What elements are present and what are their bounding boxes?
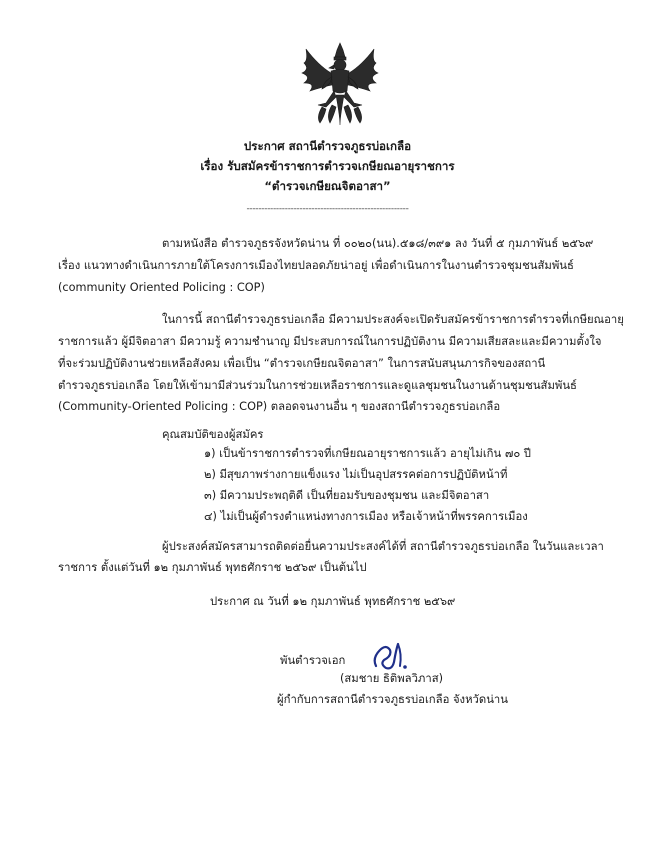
text-line: ที่จะร่วมปฏิบัติงานช่วยเหลือสังคม เพื่อเป็น “ตำรวจเกษียณจิตอาสา” ในการสนับสนุนภารกิจของสถานี <box>58 357 546 370</box>
qualification-item: ๔) ไม่เป็นผู้ดำรงตำแหน่งทางการเมือง หรือเจ้าหน้าที่พรรคการเมือง <box>204 510 528 523</box>
text-line: (community Oriented Policing : COP) <box>58 281 265 294</box>
qualification-item: ๑) เป็นข้าราชการตำรวจที่เกษียณอายุราชการแล้ว อายุไม่เกิน ๗๐ ปี <box>204 447 531 460</box>
signer-position: ผู้กำกับการสถานีตำรวจภูธรบ่อเกลือ จังหวัดน่าน <box>277 693 508 706</box>
qualification-item: ๓) มีความประพฤติดี เป็นที่ยอมรับของชุมชน และมีจิตอาสา <box>204 489 490 502</box>
garuda-emblem-icon <box>296 41 384 127</box>
subject-line: เรื่อง รับสมัครข้าราชการตำรวจเกษียณอายุราชการ <box>200 159 455 173</box>
signer-rank: พันตำรวจเอก <box>280 654 346 667</box>
announcement-date: ประกาศ ณ วันที่ ๑๒ กุมภาพันธ์ พุทธศักราช ๒๕๖๙ <box>210 595 456 608</box>
text-line: ราชการ ตั้งแต่วันที่ ๑๒ กุมภาพันธ์ พุทธศักราช ๒๕๖๙ เป็นต้นไป <box>58 561 367 574</box>
handwritten-signature <box>368 640 412 674</box>
signer-name: (สมชาย ธิติพลวิภาส) <box>340 672 444 685</box>
text-line: เรื่อง แนวทางดำเนินการภายใต้โครงการเมืองไทยปลอดภัยน่าอยู่ เพื่อดำเนินการในงานตำรวจชุมชนสัมพันธ์ <box>58 259 574 272</box>
text-line: ตามหนังสือ ตำรวจภูธรจังหวัดน่าน ที่ ๐๐๒๐(นน).๕๑๘/๓๙๑ ลง วันที่ ๕ กุมภาพันธ์ ๒๕๖๙ <box>162 237 594 250</box>
program-name: “ตำรวจเกษียณจิตอาสา” <box>264 179 391 193</box>
qualification-item: ๒) มีสุขภาพร่างกายแข็งแรง ไม่เป็นอุปสรรคต่อการปฏิบัติหน้าที่ <box>204 468 508 481</box>
text-line: (Community-Oriented Policing : COP) ตลอดจนงานอื่น ๆ ของสถานีตำรวจภูธรบ่อเกลือ <box>58 400 501 413</box>
text-line: ราชการแล้ว ผู้มีจิตอาสา มีความรู้ ความชำนาญ มีประสบการณ์ในการปฏิบัติงาน มีความเสียสละและมีความตั้งใจ <box>58 335 602 348</box>
text-line: ในการนี้ สถานีตำรวจภูธรบ่อเกลือ มีความประสงค์จะเปิดรับสมัครข้าราชการตำรวจที่เกษียณอายุ <box>162 313 624 326</box>
text-line: ผู้ประสงค์สมัครสามารถติดต่อยื่นความประสงค์ได้ที่ สถานีตำรวจภูธรบ่อเกลือ ในวันและเวลา <box>162 540 604 553</box>
divider: ------------------------------------------------------- <box>246 204 409 214</box>
announcement-title: ประกาศ สถานีตำรวจภูธรบ่อเกลือ <box>243 139 412 153</box>
qualifications-title: คุณสมบัติของผู้สมัคร <box>162 428 264 441</box>
text-line: ตำรวจภูธรบ่อเกลือ โดยให้เข้ามามีส่วนร่วมในการช่วยเหลือราชการและดูแลชุมชนในงานด้านชุมชนสัมพันธ์ <box>58 379 577 392</box>
